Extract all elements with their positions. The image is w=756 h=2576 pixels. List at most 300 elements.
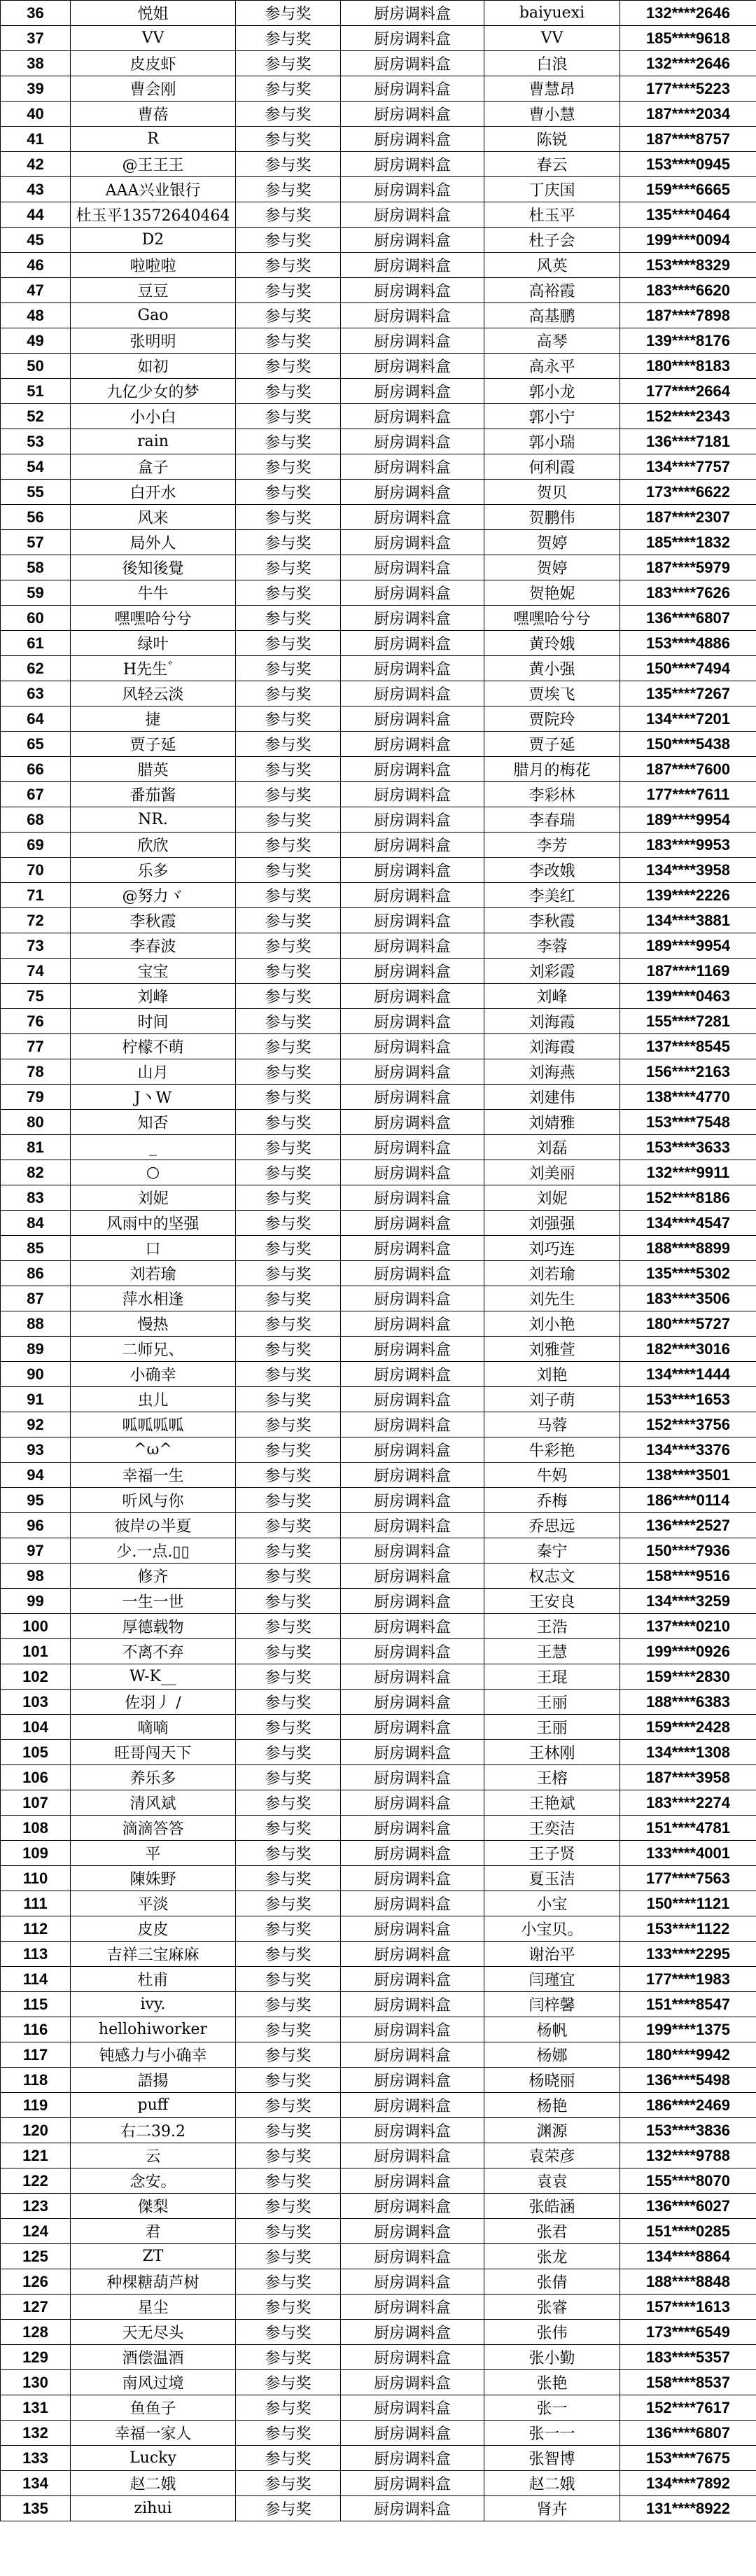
prize-level-cell: 参与奖 [236,984,341,1009]
prize-level-cell: 参与奖 [236,2068,341,2093]
phone-number-cell: 134****3376 [620,1437,756,1463]
table-row [1,379,756,404]
table-row [1,1286,756,1311]
row-number-cell: 57 [1,530,71,555]
row-number-cell: 60 [1,606,71,631]
nickname-cell: 赵二娥 [71,2471,236,2496]
row-number-cell: 92 [1,1412,71,1437]
gift-cell: 厨房调料盒 [341,2269,484,2295]
phone-number-cell: 158****9516 [620,1564,756,1589]
row-number-cell: 125 [1,2244,71,2269]
gift-cell: 厨房调料盒 [341,1942,484,1967]
nickname-cell: 萍水相逢 [71,1286,236,1311]
prize-level-cell: 参与奖 [236,1185,341,1211]
recipient-name-cell: 何利霞 [484,454,620,480]
gift-cell: 厨房调料盒 [341,1639,484,1664]
recipient-name-cell: 刘海霞 [484,1009,620,1034]
row-number-cell: 126 [1,2269,71,2295]
row-number-cell: 49 [1,328,71,354]
nickname-cell: 右二39.2 [71,2118,236,2143]
phone-number-cell: 151****4781 [620,1816,756,1841]
recipient-name-cell: 张倩 [484,2269,620,2295]
prize-level-cell: 参与奖 [236,1538,341,1564]
phone-number-cell: 153****1653 [620,1387,756,1412]
recipient-name-cell: 刘妮 [484,1185,620,1211]
gift-cell: 厨房调料盒 [341,177,484,202]
nickname-cell: 慢热 [71,1311,236,1337]
prize-level-cell: 参与奖 [236,1715,341,1740]
row-number-cell: 89 [1,1337,71,1362]
prize-level-cell: 参与奖 [236,2446,341,2471]
recipient-name-cell: 刘峰 [484,984,620,1009]
gift-cell: 厨房调料盒 [341,505,484,530]
prize-level-cell: 参与奖 [236,177,341,202]
phone-number-cell: 139****0463 [620,984,756,1009]
prize-level-cell: 参与奖 [236,202,341,228]
table-row [1,454,756,480]
prize-level-cell: 参与奖 [236,732,341,757]
prize-level-cell: 参与奖 [236,379,341,404]
recipient-name-cell: 王林刚 [484,1740,620,1765]
table-row [1,354,756,379]
nickname-cell: 佐羽丿 / [71,1690,236,1715]
nickname-cell: 养乐多 [71,1765,236,1790]
prize-level-cell: 参与奖 [236,2118,341,2143]
prize-level-cell: 参与奖 [236,1059,341,1085]
nickname-cell: R [71,127,236,152]
prize-level-cell: 参与奖 [236,26,341,51]
recipient-name-cell: 黄小强 [484,656,620,681]
nickname-cell: 捷 [71,706,236,732]
row-number-cell: 71 [1,883,71,908]
nickname-cell: 腊英 [71,757,236,782]
prize-level-cell: 参与奖 [236,606,341,631]
phone-number-cell: 153****4886 [620,631,756,656]
recipient-name-cell: 刘子萌 [484,1387,620,1412]
nickname-cell: 二师兄、 [71,1337,236,1362]
phone-number-cell: 153****0945 [620,152,756,177]
gift-cell: 厨房调料盒 [341,354,484,379]
nickname-cell: puff [71,2093,236,2118]
nickname-cell: 听风与你 [71,1488,236,1513]
nickname-cell: 小确幸 [71,1362,236,1387]
phone-number-cell: 150****7494 [620,656,756,681]
recipient-name-cell: 小宝贝。 [484,1916,620,1942]
recipient-name-cell: 刘小艳 [484,1311,620,1337]
prize-level-cell: 参与奖 [236,328,341,354]
phone-number-cell: 185****9618 [620,26,756,51]
prize-level-cell: 参与奖 [236,454,341,480]
table-row [1,2496,756,2521]
row-number-cell: 52 [1,404,71,429]
nickname-cell: hellohiworker [71,2017,236,2042]
gift-cell: 厨房调料盒 [341,2295,484,2320]
row-number-cell: 66 [1,757,71,782]
phone-number-cell: 151****0285 [620,2219,756,2244]
recipient-name-cell: 李秋霞 [484,908,620,933]
phone-number-cell: 132****2646 [620,51,756,76]
table-row [1,2345,756,2370]
prize-level-cell: 参与奖 [236,530,341,555]
gift-cell: 厨房调料盒 [341,1916,484,1942]
gift-cell: 厨房调料盒 [341,202,484,228]
nickname-cell: 啦啦啦 [71,253,236,278]
gift-cell: 厨房调料盒 [341,127,484,152]
nickname-cell: 张明明 [71,328,236,354]
recipient-name-cell: 小宝 [484,1891,620,1916]
recipient-name-cell: 王浩 [484,1614,620,1639]
gift-cell: 厨房调料盒 [341,2093,484,2118]
gift-cell: 厨房调料盒 [341,1841,484,1866]
phone-number-cell: 139****2226 [620,883,756,908]
nickname-cell: 风轻云淡 [71,681,236,706]
table-row [1,1816,756,1841]
phone-number-cell: 186****2469 [620,2093,756,2118]
recipient-name-cell: 贾埃飞 [484,681,620,706]
nickname-cell: @努力ヾ [71,883,236,908]
prize-level-cell: 参与奖 [236,354,341,379]
recipient-name-cell: 高基鹏 [484,303,620,328]
prize-level-cell: 参与奖 [236,404,341,429]
prize-level-cell: 参与奖 [236,2295,341,2320]
table-row [1,1992,756,2017]
phone-number-cell: 136****2527 [620,1513,756,1538]
phone-number-cell: 155****8070 [620,2168,756,2194]
gift-cell: 厨房调料盒 [341,1765,484,1790]
prize-level-cell: 参与奖 [236,807,341,833]
phone-number-cell: 132****9911 [620,1160,756,1185]
gift-cell: 厨房调料盒 [341,76,484,102]
nickname-cell: 白开水 [71,480,236,505]
nickname-cell: 呱呱呱呱 [71,1412,236,1437]
recipient-name-cell: 王安良 [484,1589,620,1614]
phone-number-cell: 187****2034 [620,102,756,127]
prize-level-cell: 参与奖 [236,833,341,858]
recipient-name-cell: 刘若瑜 [484,1261,620,1286]
recipient-name-cell: 高琴 [484,328,620,354]
row-number-cell: 116 [1,2017,71,2042]
table-row [1,1009,756,1034]
gift-cell: 厨房调料盒 [341,2345,484,2370]
phone-number-cell: 139****8176 [620,328,756,354]
nickname-cell: W-K__ [71,1664,236,1690]
nickname-cell: 曹会刚 [71,76,236,102]
recipient-name-cell: 赵二娥 [484,2471,620,2496]
nickname-cell: 小小白 [71,404,236,429]
recipient-name-cell: 李芳 [484,833,620,858]
table-row [1,2118,756,2143]
gift-cell: 厨房调料盒 [341,2194,484,2219]
gift-cell: 厨房调料盒 [341,732,484,757]
gift-cell: 厨房调料盒 [341,2068,484,2093]
row-number-cell: 37 [1,26,71,51]
row-number-cell: 47 [1,278,71,303]
table-row [1,1412,756,1437]
row-number-cell: 135 [1,2496,71,2521]
gift-cell: 厨房调料盒 [341,480,484,505]
table-row [1,278,756,303]
nickname-cell: 皮皮 [71,1916,236,1942]
nickname-cell: @王王王 [71,152,236,177]
prize-level-cell: 参与奖 [236,2244,341,2269]
recipient-name-cell: 马蓉 [484,1412,620,1437]
gift-cell: 厨房调料盒 [341,303,484,328]
prize-level-cell: 参与奖 [236,706,341,732]
nickname-cell: 时间 [71,1009,236,1034]
row-number-cell: 50 [1,354,71,379]
table-row [1,1967,756,1992]
nickname-cell: 傑梨 [71,2194,236,2219]
nickname-cell: 星尘 [71,2295,236,2320]
row-number-cell: 85 [1,1236,71,1261]
nickname-cell: 幸福一家人 [71,2421,236,2446]
gift-cell: 厨房调料盒 [341,631,484,656]
recipient-name-cell: 闫瑾宜 [484,1967,620,1992]
table-row [1,530,756,555]
phone-number-cell: 134****1308 [620,1740,756,1765]
row-number-cell: 83 [1,1185,71,1211]
recipient-name-cell: 贺鹏伟 [484,505,620,530]
table-row [1,2093,756,2118]
prize-level-cell: 参与奖 [236,2345,341,2370]
phone-number-cell: 152****8186 [620,1185,756,1211]
phone-number-cell: 134****3958 [620,858,756,883]
phone-number-cell: 137****0210 [620,1614,756,1639]
table-row [1,480,756,505]
recipient-name-cell: 谢治平 [484,1942,620,1967]
prize-level-cell: 参与奖 [236,2143,341,2168]
row-number-cell: 88 [1,1311,71,1337]
row-number-cell: 73 [1,933,71,959]
prize-level-cell: 参与奖 [236,1387,341,1412]
gift-cell: 厨房调料盒 [341,278,484,303]
prize-level-cell: 参与奖 [236,480,341,505]
row-number-cell: 103 [1,1690,71,1715]
gift-cell: 厨房调料盒 [341,933,484,959]
nickname-cell: ^ω^ [71,1437,236,1463]
table-row [1,933,756,959]
prize-level-cell: 参与奖 [236,959,341,984]
prize-level-cell: 参与奖 [236,303,341,328]
nickname-cell: 南风过境 [71,2370,236,2395]
nickname-cell: 牛牛 [71,580,236,606]
gift-cell: 厨房调料盒 [341,1387,484,1412]
gift-cell: 厨房调料盒 [341,530,484,555]
nickname-cell: 种棵糖葫芦树 [71,2269,236,2295]
nickname-cell: 山月 [71,1059,236,1085]
prize-level-cell: 参与奖 [236,2370,341,2395]
recipient-name-cell: 刘彩霞 [484,959,620,984]
prize-level-cell: 参与奖 [236,1942,341,1967]
table-row [1,984,756,1009]
recipient-name-cell: 刘磊 [484,1135,620,1160]
prize-level-cell: 参与奖 [236,1841,341,1866]
phone-number-cell: 134****7757 [620,454,756,480]
table-row [1,429,756,454]
recipient-name-cell: 白浪 [484,51,620,76]
gift-cell: 厨房调料盒 [341,1085,484,1110]
nickname-cell: Gao [71,303,236,328]
row-number-cell: 105 [1,1740,71,1765]
table-row [1,757,756,782]
row-number-cell: 74 [1,959,71,984]
phone-number-cell: 136****6027 [620,2194,756,2219]
prize-level-cell: 参与奖 [236,1362,341,1387]
gift-cell: 厨房调料盒 [341,1816,484,1841]
phone-number-cell: 134****7201 [620,706,756,732]
nickname-cell: 刘若瑜 [71,1261,236,1286]
gift-cell: 厨房调料盒 [341,858,484,883]
row-number-cell: 45 [1,228,71,253]
nickname-cell: 吉祥三宝麻麻 [71,1942,236,1967]
row-number-cell: 38 [1,51,71,76]
gift-cell: 厨房调料盒 [341,253,484,278]
gift-cell: 厨房调料盒 [341,1362,484,1387]
phone-number-cell: 187****7600 [620,757,756,782]
nickname-cell: 绿叶 [71,631,236,656]
gift-cell: 厨房调料盒 [341,984,484,1009]
recipient-name-cell: 肾卉 [484,2496,620,2521]
phone-number-cell: 186****0114 [620,1488,756,1513]
table-row [1,1261,756,1286]
table-row [1,1488,756,1513]
gift-cell: 厨房调料盒 [341,1211,484,1236]
recipient-name-cell: 李蓉 [484,933,620,959]
table-row [1,2446,756,2471]
row-number-cell: 111 [1,1891,71,1916]
row-number-cell: 91 [1,1387,71,1412]
phone-number-cell: 188****6383 [620,1690,756,1715]
phone-number-cell: 187****3958 [620,1765,756,1790]
phone-number-cell: 153****8329 [620,253,756,278]
recipient-name-cell: 刘先生 [484,1286,620,1311]
nickname-cell: 钝感力与小确幸 [71,2042,236,2068]
recipient-name-cell: baiyuexi [484,1,620,26]
table-row [1,1740,756,1765]
gift-cell: 厨房调料盒 [341,1891,484,1916]
prize-level-cell: 参与奖 [236,1463,341,1488]
recipient-name-cell: 刘艳 [484,1362,620,1387]
row-number-cell: 42 [1,152,71,177]
table-row [1,656,756,681]
row-number-cell: 72 [1,908,71,933]
phone-number-cell: 134****7892 [620,2471,756,2496]
prize-level-cell: 参与奖 [236,757,341,782]
phone-number-cell: 153****7675 [620,2446,756,2471]
gift-cell: 厨房调料盒 [341,1286,484,1311]
gift-cell: 厨房调料盒 [341,1967,484,1992]
table-row [1,1362,756,1387]
prize-level-cell: 参与奖 [236,51,341,76]
prize-level-cell: 参与奖 [236,1160,341,1185]
nickname-cell: 酒偿温酒 [71,2345,236,2370]
phone-number-cell: 134****1444 [620,1362,756,1387]
nickname-cell: 語揚 [71,2068,236,2093]
recipient-name-cell: 刘建伟 [484,1085,620,1110]
prize-level-cell: 参与奖 [236,1311,341,1337]
recipient-name-cell: 陈锐 [484,127,620,152]
phone-number-cell: 138****3501 [620,1463,756,1488]
gift-cell: 厨房调料盒 [341,1488,484,1513]
prize-level-cell: 参与奖 [236,1740,341,1765]
recipient-name-cell: 刘海霞 [484,1034,620,1059]
phone-number-cell: 187****7898 [620,303,756,328]
gift-cell: 厨房调料盒 [341,706,484,732]
phone-number-cell: 158****8537 [620,2370,756,2395]
recipient-name-cell: 李改娥 [484,858,620,883]
prize-level-cell: 参与奖 [236,1866,341,1891]
gift-cell: 厨房调料盒 [341,555,484,580]
table-row [1,2042,756,2068]
row-number-cell: 96 [1,1513,71,1538]
row-number-cell: 112 [1,1916,71,1942]
phone-number-cell: 173****6622 [620,480,756,505]
recipient-name-cell: 贾子延 [484,732,620,757]
table-row [1,2194,756,2219]
row-number-cell: 119 [1,2093,71,2118]
table-row [1,1236,756,1261]
row-number-cell: 130 [1,2370,71,2395]
table-row [1,858,756,883]
row-number-cell: 114 [1,1967,71,1992]
phone-number-cell: 138****4770 [620,1085,756,1110]
gift-cell: 厨房调料盒 [341,2017,484,2042]
recipient-name-cell: 贾院玲 [484,706,620,732]
row-number-cell: 78 [1,1059,71,1085]
row-number-cell: 59 [1,580,71,606]
phone-number-cell: 150****5438 [620,732,756,757]
row-number-cell: 87 [1,1286,71,1311]
prize-level-cell: 参与奖 [236,429,341,454]
recipient-name-cell: 贺婷 [484,530,620,555]
gift-cell: 厨房调料盒 [341,656,484,681]
gift-cell: 厨房调料盒 [341,1463,484,1488]
prize-level-cell: 参与奖 [236,1236,341,1261]
prize-level-cell: 参与奖 [236,2219,341,2244]
prize-level-cell: 参与奖 [236,1261,341,1286]
phone-number-cell: 182****3016 [620,1337,756,1362]
phone-number-cell: 157****1613 [620,2295,756,2320]
prize-level-cell: 参与奖 [236,505,341,530]
phone-number-cell: 132****9788 [620,2143,756,2168]
nickname-cell: D2 [71,228,236,253]
nickname-cell: 番茄酱 [71,782,236,807]
phone-number-cell: 136****5498 [620,2068,756,2093]
phone-number-cell: 159****2830 [620,1664,756,1690]
phone-number-cell: 180****5727 [620,1311,756,1337]
nickname-cell: 平淡 [71,1891,236,1916]
prize-level-cell: 参与奖 [236,2168,341,2194]
nickname-cell: _ [71,1135,236,1160]
row-number-cell: 95 [1,1488,71,1513]
table-row [1,1942,756,1967]
recipient-name-cell: 渊源 [484,2118,620,2143]
table-row [1,1387,756,1412]
gift-cell: 厨房调料盒 [341,1866,484,1891]
table-row [1,1463,756,1488]
phone-number-cell: 199****0094 [620,228,756,253]
gift-cell: 厨房调料盒 [341,1059,484,1085]
recipient-name-cell: 王丽 [484,1715,620,1740]
phone-number-cell: 152****3756 [620,1412,756,1437]
row-number-cell: 93 [1,1437,71,1463]
row-number-cell: 58 [1,555,71,580]
gift-cell: 厨房调料盒 [341,1311,484,1337]
row-number-cell: 46 [1,253,71,278]
gift-cell: 厨房调料盒 [341,2143,484,2168]
row-number-cell: 107 [1,1790,71,1816]
nickname-cell: 柠檬不萌 [71,1034,236,1059]
